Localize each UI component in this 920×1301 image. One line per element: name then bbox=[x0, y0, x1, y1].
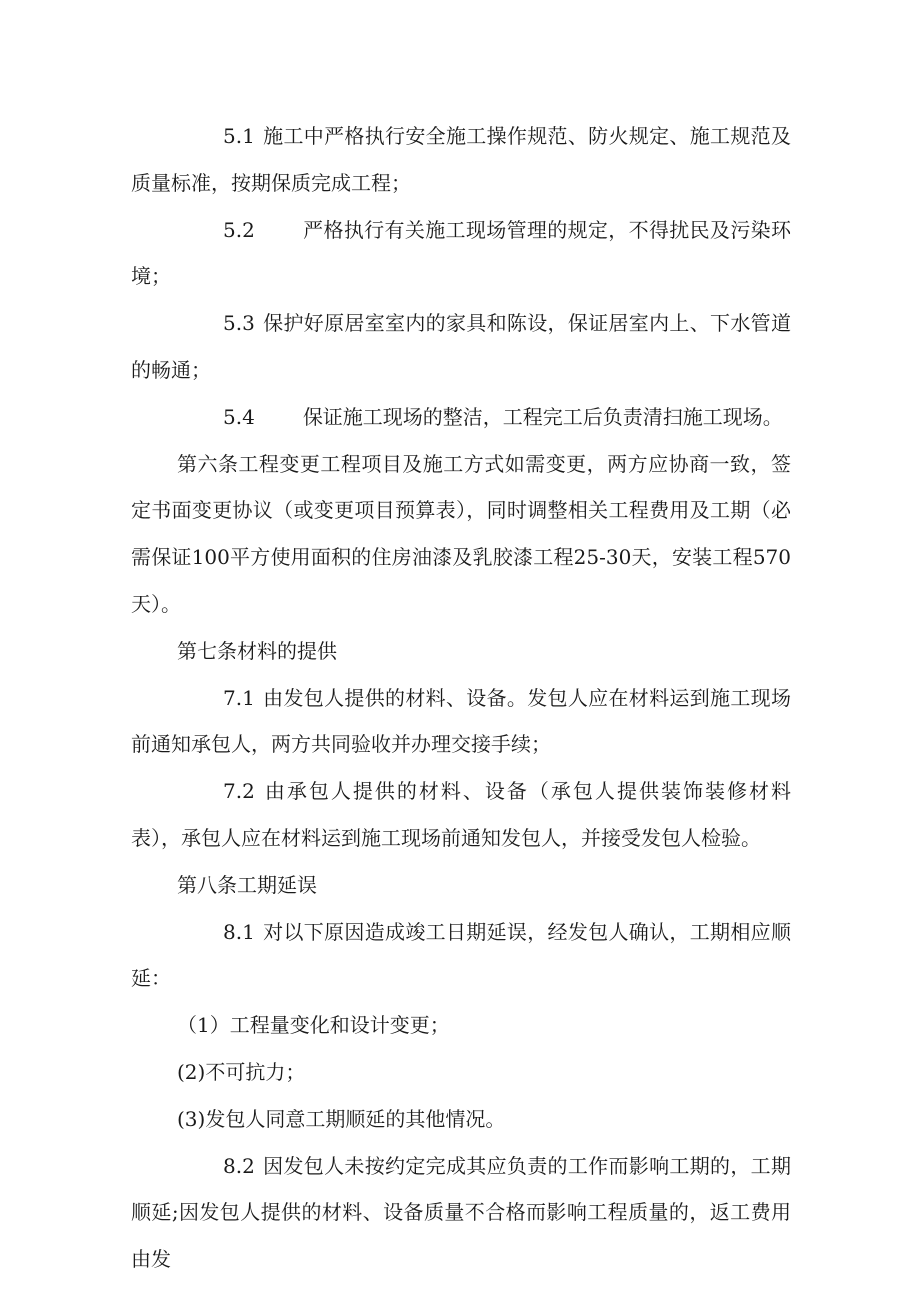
clause-text: 因发包人未按约定完成其应负责的工作而影响工期的，工期顺延;因发包人提供的材料、设备质量不合格而影响工程质量的，返工费用由发 bbox=[131, 1153, 791, 1272]
item-1 bbox=[131, 1002, 791, 1049]
item-text: (2)不可抗力； bbox=[177, 1059, 306, 1084]
clause-text: 对以下原因造成竣工日期延误，经发包人确认，工期相应顺延： bbox=[131, 919, 791, 991]
article-6 bbox=[131, 441, 791, 628]
clause-number: 5.2 bbox=[223, 217, 255, 242]
clause-number: 5.4 bbox=[223, 404, 255, 429]
document-body bbox=[131, 113, 791, 1283]
clause-number: 8.2 bbox=[223, 1153, 255, 1178]
clause-text: 保证施工现场的整洁，工程完工后负责清扫施工现场。 bbox=[302, 404, 783, 429]
clause-8-1 bbox=[131, 909, 791, 1003]
clause-5-2 bbox=[131, 207, 791, 301]
article-text: 第七条材料的提供 bbox=[177, 638, 337, 663]
item-3 bbox=[131, 1096, 791, 1143]
clause-number: 5.3 bbox=[223, 311, 255, 336]
clause-5-3 bbox=[131, 300, 791, 394]
clause-text: 由承包人提供的材料、设备（承包人提供装饰装修材料表），承包人应在材料运到施工现场前通知发包人，并接受发包人检验。 bbox=[131, 779, 791, 850]
clause-number: 7.2 bbox=[223, 779, 255, 804]
article-text: 第六条工程变更工程项目及施工方式如需变更，两方应协商一致，签定书面变更协议（或变更项目预算表），同时调整相关工程费用及工期（必需保证100平方使用面积的住房油漆及乳胶漆工程25-30天，安装工程570天）。 bbox=[131, 451, 791, 616]
clause-number: 7.1 bbox=[223, 685, 255, 710]
article-8-heading bbox=[131, 862, 791, 909]
clause-text: 严格执行有关施工现场管理的规定，不得扰民及污染环境； bbox=[131, 217, 791, 289]
item-text: (3)发包人同意工期顺延的其他情况。 bbox=[177, 1106, 506, 1131]
clause-7-2 bbox=[131, 768, 791, 862]
item-2 bbox=[131, 1049, 791, 1096]
clause-7-1 bbox=[131, 675, 791, 769]
clause-number: 5.1 bbox=[223, 124, 255, 148]
clause-text: 保护好原居室室内的家具和陈设，保证居室内上、下水管道的畅通； bbox=[131, 311, 791, 382]
clause-5-4 bbox=[131, 394, 791, 441]
clause-text: 由发包人提供的材料、设备。发包人应在材料运到施工现场前通知承包人，两方共同验收并办理交接手续； bbox=[131, 685, 791, 757]
clause-text: 施工中严格执行安全施工操作规范、防火规定、施工规范及质量标准，按期保质完成工程； bbox=[131, 124, 791, 195]
clause-5-1 bbox=[131, 113, 791, 207]
article-text: 第八条工期延误 bbox=[177, 872, 317, 897]
clause-number: 8.1 bbox=[223, 919, 255, 944]
article-7-heading bbox=[131, 628, 791, 675]
clause-8-2 bbox=[131, 1143, 791, 1283]
item-text: （1）工程量变化和设计变更； bbox=[177, 1013, 450, 1038]
